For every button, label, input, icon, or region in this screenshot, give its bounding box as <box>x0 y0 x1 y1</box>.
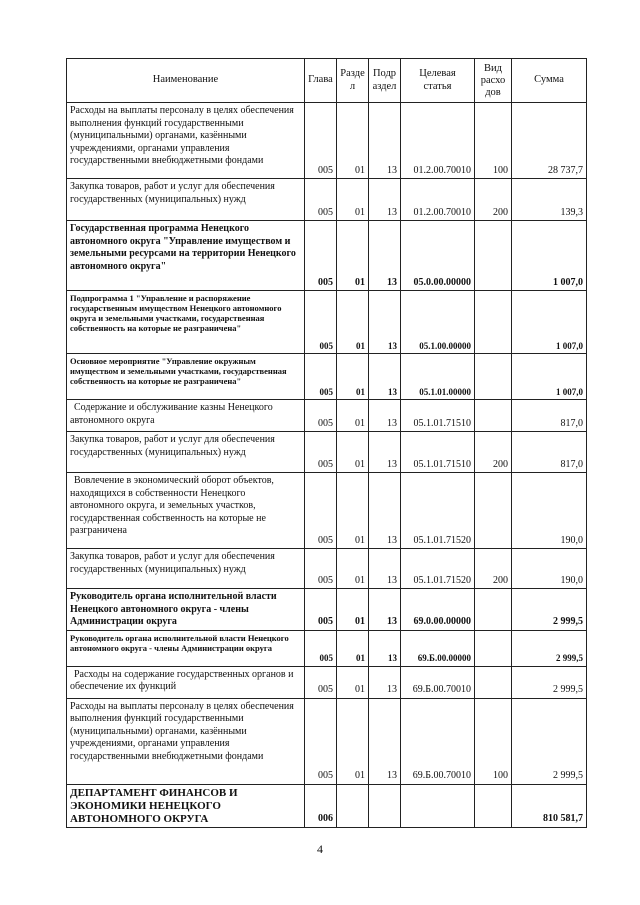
row-amount: 139,3 <box>512 179 587 221</box>
row-target: 69.0.00.00000 <box>401 589 475 631</box>
row-chapter: 005 <box>305 291 337 354</box>
row-subsection: 13 <box>369 698 401 784</box>
row-name: Основное мероприятие "Управление окружным имуществом и земельными участками, государственная собственность на которые не разграничена" <box>67 354 305 400</box>
row-section <box>337 784 369 827</box>
row-subsection: 13 <box>369 103 401 179</box>
row-chapter: 005 <box>305 400 337 432</box>
row-section: 01 <box>337 698 369 784</box>
row-kind: 200 <box>475 179 512 221</box>
row-kind: 100 <box>475 103 512 179</box>
table-row <box>67 221 587 291</box>
table-row <box>67 549 587 589</box>
row-chapter: 005 <box>305 103 337 179</box>
header-subsection: Подр аздел <box>369 59 401 103</box>
row-name: Подпрограмма 1 "Управление и распоряжение государственным имуществом Ненецкого автономного округа и земельными участками, государственная собственность на которые не разграничена" <box>67 291 305 354</box>
row-section: 01 <box>337 354 369 400</box>
row-name: Закупка товаров, работ и услуг для обеспечения государственных (муниципальных) нужд <box>67 432 305 473</box>
row-target <box>401 784 475 827</box>
page-number: 4 <box>317 842 323 856</box>
row-subsection: 13 <box>369 666 401 698</box>
row-amount: 1 007,0 <box>512 221 587 291</box>
row-kind <box>475 666 512 698</box>
row-target: 69.Б.00.70010 <box>401 666 475 698</box>
row-kind: 200 <box>475 549 512 589</box>
row-amount: 817,0 <box>512 432 587 473</box>
row-name: ДЕПАРТАМЕНТ ФИНАНСОВ И ЭКОНОМИКИ НЕНЕЦКОГО АВТОНОМНОГО ОКРУГА <box>67 784 305 827</box>
row-section: 01 <box>337 291 369 354</box>
row-amount: 2 999,5 <box>512 589 587 631</box>
row-subsection: 13 <box>369 630 401 666</box>
budget-table <box>66 58 587 828</box>
table-row <box>67 630 587 666</box>
header-section: Разде л <box>337 59 369 103</box>
row-kind <box>475 354 512 400</box>
row-target: 01.2.00.70010 <box>401 179 475 221</box>
row-subsection: 13 <box>369 473 401 549</box>
row-chapter: 005 <box>305 432 337 473</box>
table-row <box>67 432 587 473</box>
row-amount: 28 737,7 <box>512 103 587 179</box>
row-subsection: 13 <box>369 354 401 400</box>
row-kind <box>475 221 512 291</box>
row-amount: 810 581,7 <box>512 784 587 827</box>
row-kind <box>475 400 512 432</box>
row-kind: 200 <box>475 432 512 473</box>
table-row <box>67 291 587 354</box>
row-section: 01 <box>337 432 369 473</box>
row-subsection: 13 <box>369 400 401 432</box>
header-chapter: Глава <box>305 59 337 103</box>
table-row <box>67 179 587 221</box>
header-target: Целевая статья <box>401 59 475 103</box>
row-subsection: 13 <box>369 291 401 354</box>
table-row <box>67 784 587 827</box>
row-kind <box>475 473 512 549</box>
row-chapter: 006 <box>305 784 337 827</box>
row-section: 01 <box>337 630 369 666</box>
row-kind <box>475 630 512 666</box>
row-target: 05.0.00.00000 <box>401 221 475 291</box>
row-chapter: 005 <box>305 698 337 784</box>
row-subsection: 13 <box>369 179 401 221</box>
row-chapter: 005 <box>305 473 337 549</box>
row-amount: 190,0 <box>512 549 587 589</box>
row-chapter: 005 <box>305 354 337 400</box>
table-row <box>67 698 587 784</box>
row-amount: 817,0 <box>512 400 587 432</box>
row-target: 01.2.00.70010 <box>401 103 475 179</box>
row-name: Расходы на выплаты персоналу в целях обеспечения выполнения функций государственными (муниципальными) органами, казёнными учреждениями, органами управления государственными внебюджетными фондами <box>67 103 305 179</box>
row-amount: 1 007,0 <box>512 291 587 354</box>
row-target: 05.1.01.71510 <box>401 400 475 432</box>
row-subsection: 13 <box>369 221 401 291</box>
row-target: 05.1.01.71520 <box>401 473 475 549</box>
row-section: 01 <box>337 473 369 549</box>
row-section: 01 <box>337 589 369 631</box>
row-target: 05.1.01.71520 <box>401 549 475 589</box>
row-target: 05.1.01.71510 <box>401 432 475 473</box>
row-name: Вовлечение в экономический оборот объектов, находящихся в собственности Ненецкого автономного округа, и земельных участков, государственная собственность на которые не разграничена <box>67 473 305 549</box>
row-chapter: 005 <box>305 589 337 631</box>
row-name: Руководитель органа исполнительной власти Ненецкого автономного округа - члены Администрации округа <box>67 589 305 631</box>
table-row <box>67 666 587 698</box>
row-name: Руководитель органа исполнительной власти Ненецкого автономного округа - члены Администрации округа <box>67 630 305 666</box>
header-kind: Вид расхо дов <box>475 59 512 103</box>
row-chapter: 005 <box>305 221 337 291</box>
header-amount: Сумма <box>512 59 587 103</box>
table-header-row <box>67 59 587 103</box>
row-section: 01 <box>337 400 369 432</box>
row-amount: 2 999,5 <box>512 630 587 666</box>
row-amount: 1 007,0 <box>512 354 587 400</box>
row-target: 69.Б.00.70010 <box>401 698 475 784</box>
table-row <box>67 103 587 179</box>
row-section: 01 <box>337 666 369 698</box>
row-chapter: 005 <box>305 666 337 698</box>
header-name: Наименование <box>67 59 305 103</box>
row-kind <box>475 784 512 827</box>
row-name: Содержание и обслуживание казны Ненецкого автономного округа <box>67 400 305 432</box>
row-chapter: 005 <box>305 179 337 221</box>
row-subsection: 13 <box>369 432 401 473</box>
row-name: Закупка товаров, работ и услуг для обеспечения государственных (муниципальных) нужд <box>67 179 305 221</box>
table-row <box>67 473 587 549</box>
row-name: Закупка товаров, работ и услуг для обеспечения государственных (муниципальных) нужд <box>67 549 305 589</box>
row-chapter: 005 <box>305 630 337 666</box>
row-section: 01 <box>337 103 369 179</box>
row-amount: 190,0 <box>512 473 587 549</box>
row-target: 05.1.01.00000 <box>401 354 475 400</box>
table-row <box>67 589 587 631</box>
row-subsection: 13 <box>369 549 401 589</box>
table-row <box>67 400 587 432</box>
row-name: Государственная программа Ненецкого автономного округа "Управление имуществом и земельными ресурсами на территории Ненецкого автономного округа" <box>67 221 305 291</box>
row-chapter: 005 <box>305 549 337 589</box>
row-target: 69.Б.00.00000 <box>401 630 475 666</box>
row-kind <box>475 589 512 631</box>
table-row <box>67 354 587 400</box>
row-name: Расходы на содержание государственных органов и обеспечение их функций <box>67 666 305 698</box>
row-name: Расходы на выплаты персоналу в целях обеспечения выполнения функций государственными (муниципальными) органами, казёнными учреждениями, органами управления государственными внебюджетными фондами <box>67 698 305 784</box>
row-kind <box>475 291 512 354</box>
row-section: 01 <box>337 221 369 291</box>
row-kind: 100 <box>475 698 512 784</box>
row-target: 05.1.00.00000 <box>401 291 475 354</box>
row-amount: 2 999,5 <box>512 666 587 698</box>
row-amount: 2 999,5 <box>512 698 587 784</box>
row-subsection <box>369 784 401 827</box>
row-section: 01 <box>337 179 369 221</box>
row-section: 01 <box>337 549 369 589</box>
row-subsection: 13 <box>369 589 401 631</box>
